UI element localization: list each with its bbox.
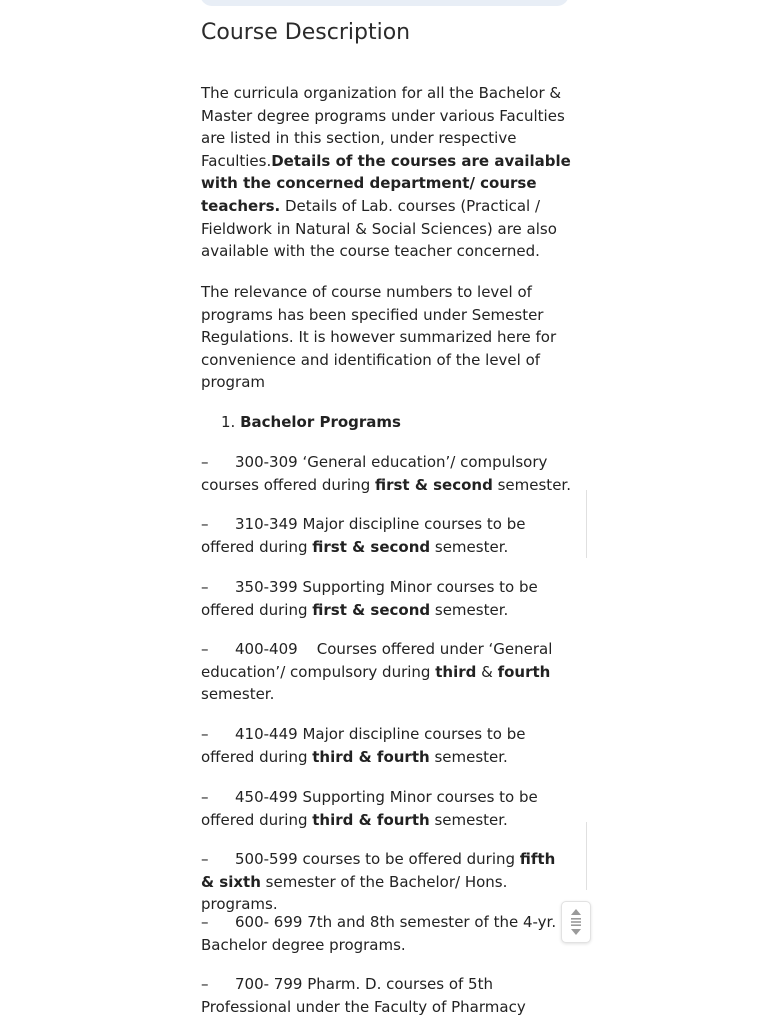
dash-marker: – bbox=[201, 975, 209, 993]
item-tail: semester. bbox=[201, 685, 275, 704]
course-range: 300-309 bbox=[235, 453, 298, 471]
item-text: 7th and 8th semester of the 4-yr. Bachelor degree programs. bbox=[201, 913, 557, 954]
list-item bbox=[201, 848, 573, 916]
section-heading bbox=[221, 411, 401, 434]
dash-marker: – bbox=[201, 640, 209, 658]
semester-bold: first & second bbox=[374, 475, 493, 494]
item-tail: semester. bbox=[429, 810, 508, 829]
course-range: 410-449 bbox=[235, 725, 298, 743]
list-item bbox=[201, 576, 573, 621]
semester-bold: third bbox=[435, 662, 477, 681]
section-title: Bachelor Programs bbox=[240, 413, 401, 431]
item-tail: semester. bbox=[429, 747, 508, 766]
list-item bbox=[201, 451, 573, 496]
top-toolbar-pill bbox=[200, 0, 569, 6]
intro-text: The curricula organization for all the Bachelor & Master degree programs under various Faculties are listed in this section, under respective Faculties. bbox=[201, 84, 565, 170]
course-range: 400-409 bbox=[235, 640, 298, 658]
item-text: Courses offered under ‘General education’/ compulsory during bbox=[201, 640, 558, 681]
list-item bbox=[201, 723, 573, 768]
scroll-handle-icon bbox=[569, 908, 583, 936]
dash-marker: – bbox=[201, 453, 209, 471]
table-edge-divider bbox=[586, 822, 587, 890]
course-range: 350-399 bbox=[235, 578, 298, 596]
item-text: Supporting Minor courses to be offered during bbox=[201, 578, 538, 619]
item-tail: semester. bbox=[430, 600, 509, 619]
semester-bold: third & fourth bbox=[312, 747, 430, 766]
list-item bbox=[201, 973, 573, 1018]
list-item bbox=[201, 513, 573, 558]
item-mid: & bbox=[476, 662, 498, 681]
item-text: Major discipline courses to be offered during bbox=[201, 515, 526, 556]
item-text: Supporting Minor courses to be offered during bbox=[201, 788, 538, 829]
list-item bbox=[201, 638, 573, 706]
item-tail: semester. bbox=[492, 475, 571, 494]
dash-marker: – bbox=[201, 515, 209, 533]
list-item bbox=[201, 786, 573, 831]
semester-bold: fifth & sixth bbox=[201, 850, 556, 891]
dash-marker: – bbox=[201, 578, 209, 596]
item-text: Pharm. D. courses of 5th Professional under the Faculty of Pharmacy bbox=[201, 975, 526, 1016]
section-number: 1. bbox=[221, 413, 236, 431]
item-tail: semester of the Bachelor/ Hons. programs. bbox=[201, 872, 508, 914]
course-range: 450-499 bbox=[235, 788, 298, 806]
scroll-handle[interactable] bbox=[561, 901, 591, 943]
list-item bbox=[201, 911, 573, 956]
intro-bold-text: Details of the courses are available with the concerned department/ course teachers. bbox=[201, 151, 571, 215]
dash-marker: – bbox=[201, 788, 209, 806]
course-range: 310-349 bbox=[235, 515, 298, 533]
course-range: 700- 799 bbox=[235, 975, 303, 993]
item-tail: semester. bbox=[430, 537, 509, 556]
semester-bold: third & fourth bbox=[312, 810, 430, 829]
intro-tail-text: Details of Lab. courses (Practical / Fieldwork in Natural & Social Sciences) are also available with the course teacher concerned. bbox=[201, 196, 557, 261]
semester-bold: first & second bbox=[312, 537, 431, 556]
intro-paragraph bbox=[201, 82, 573, 263]
dash-marker: – bbox=[201, 850, 209, 868]
page-title: Course Description bbox=[201, 20, 411, 45]
item-text: courses to be offered during bbox=[297, 850, 520, 868]
semester-bold: first & second bbox=[312, 600, 431, 619]
relevance-paragraph: The relevance of course numbers to level of programs has been specified under Semester Regulations. It is however summarized here for convenience and identification of the level of program bbox=[201, 283, 557, 392]
dash-marker: – bbox=[201, 725, 209, 743]
course-range: 500-599 bbox=[235, 850, 298, 868]
item-text: Major discipline courses to be offered during bbox=[201, 725, 526, 766]
course-range: 600- 699 bbox=[235, 913, 303, 931]
item-text: ‘General education’/ compulsory courses offered during bbox=[201, 453, 548, 494]
semester-bold: fourth bbox=[497, 662, 551, 681]
table-edge-divider bbox=[586, 490, 587, 558]
dash-marker: – bbox=[201, 913, 209, 931]
